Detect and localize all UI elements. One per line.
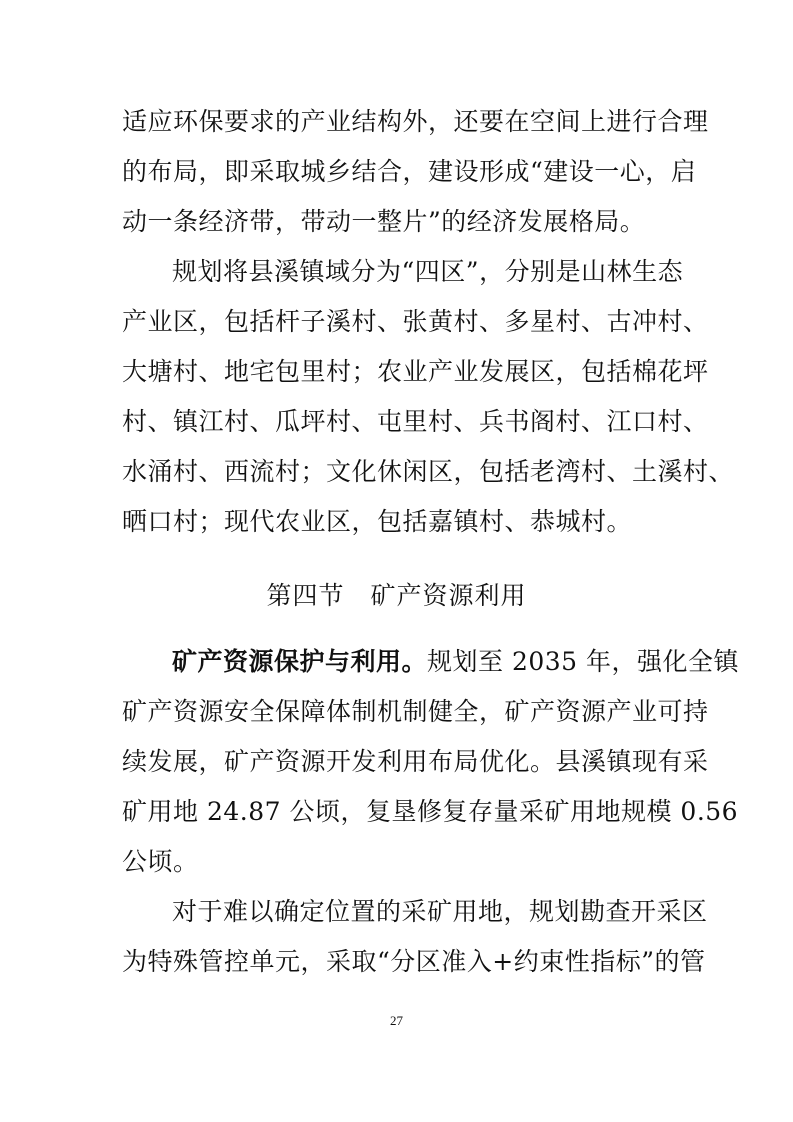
section-number: 第四节 [266, 581, 345, 610]
page-number: 27 [390, 1013, 403, 1028]
paragraph-3-line-5: 公顷。 [122, 847, 199, 876]
paragraph-4-line-2: 为特殊管控单元，采取“分区准入+约束性指标”的管 [122, 947, 706, 976]
paragraph-2-line-3: 大塘村、地宅包里村；农业产业发展区，包括棉花坪 [122, 357, 709, 386]
paragraph-3-line-1 [172, 647, 740, 677]
paragraph-2-line-1: 规划将县溪镇域分为“四区”，分别是山林生态 [172, 257, 684, 286]
paragraph-4-line-1: 对于难以确定位置的采矿用地，规划勘查开采区 [172, 897, 708, 926]
paragraph-2-line-2: 产业区，包括杆子溪村、张黄村、多星村、古冲村、 [122, 307, 709, 336]
paragraph-3-bold-lead: 矿产资源保护与利用。 [172, 647, 428, 676]
section-heading [0, 581, 793, 611]
paragraph-2-line-4: 村、镇江村、瓜坪村、屯里村、兵书阁村、江口村、 [122, 407, 709, 436]
paragraph-2-line-5: 水涌村、西流村；文化休闲区，包括老湾村、土溪村、 [122, 457, 735, 486]
paragraph-2-line-6: 晒口村；现代农业区，包括嘉镇村、恭城村。 [122, 507, 633, 536]
paragraph-3-line-2: 矿产资源安全保障体制机制健全，矿产资源产业可持 [122, 697, 709, 726]
paragraph-1-line-3: 动一条经济带，带动一整片”的经济发展格局。 [122, 207, 646, 236]
paragraph-3-lead-rest: 规划至 2035 年，强化全镇 [427, 647, 740, 676]
paragraph-1-line-2: 的布局，即采取城乡结合，建设形成“建设一心，启 [122, 157, 697, 186]
paragraph-3-line-3: 续发展，矿产资源开发利用布局优化。县溪镇现有采 [122, 747, 709, 776]
section-title: 矿产资源利用 [370, 581, 527, 610]
paragraph-1-line-1: 适应环保要求的产业结构外，还要在空间上进行合理 [122, 107, 709, 136]
paragraph-3-line-4: 矿用地 24.87 公顷，复垦修复存量采矿用地规模 0.56 [122, 797, 739, 826]
